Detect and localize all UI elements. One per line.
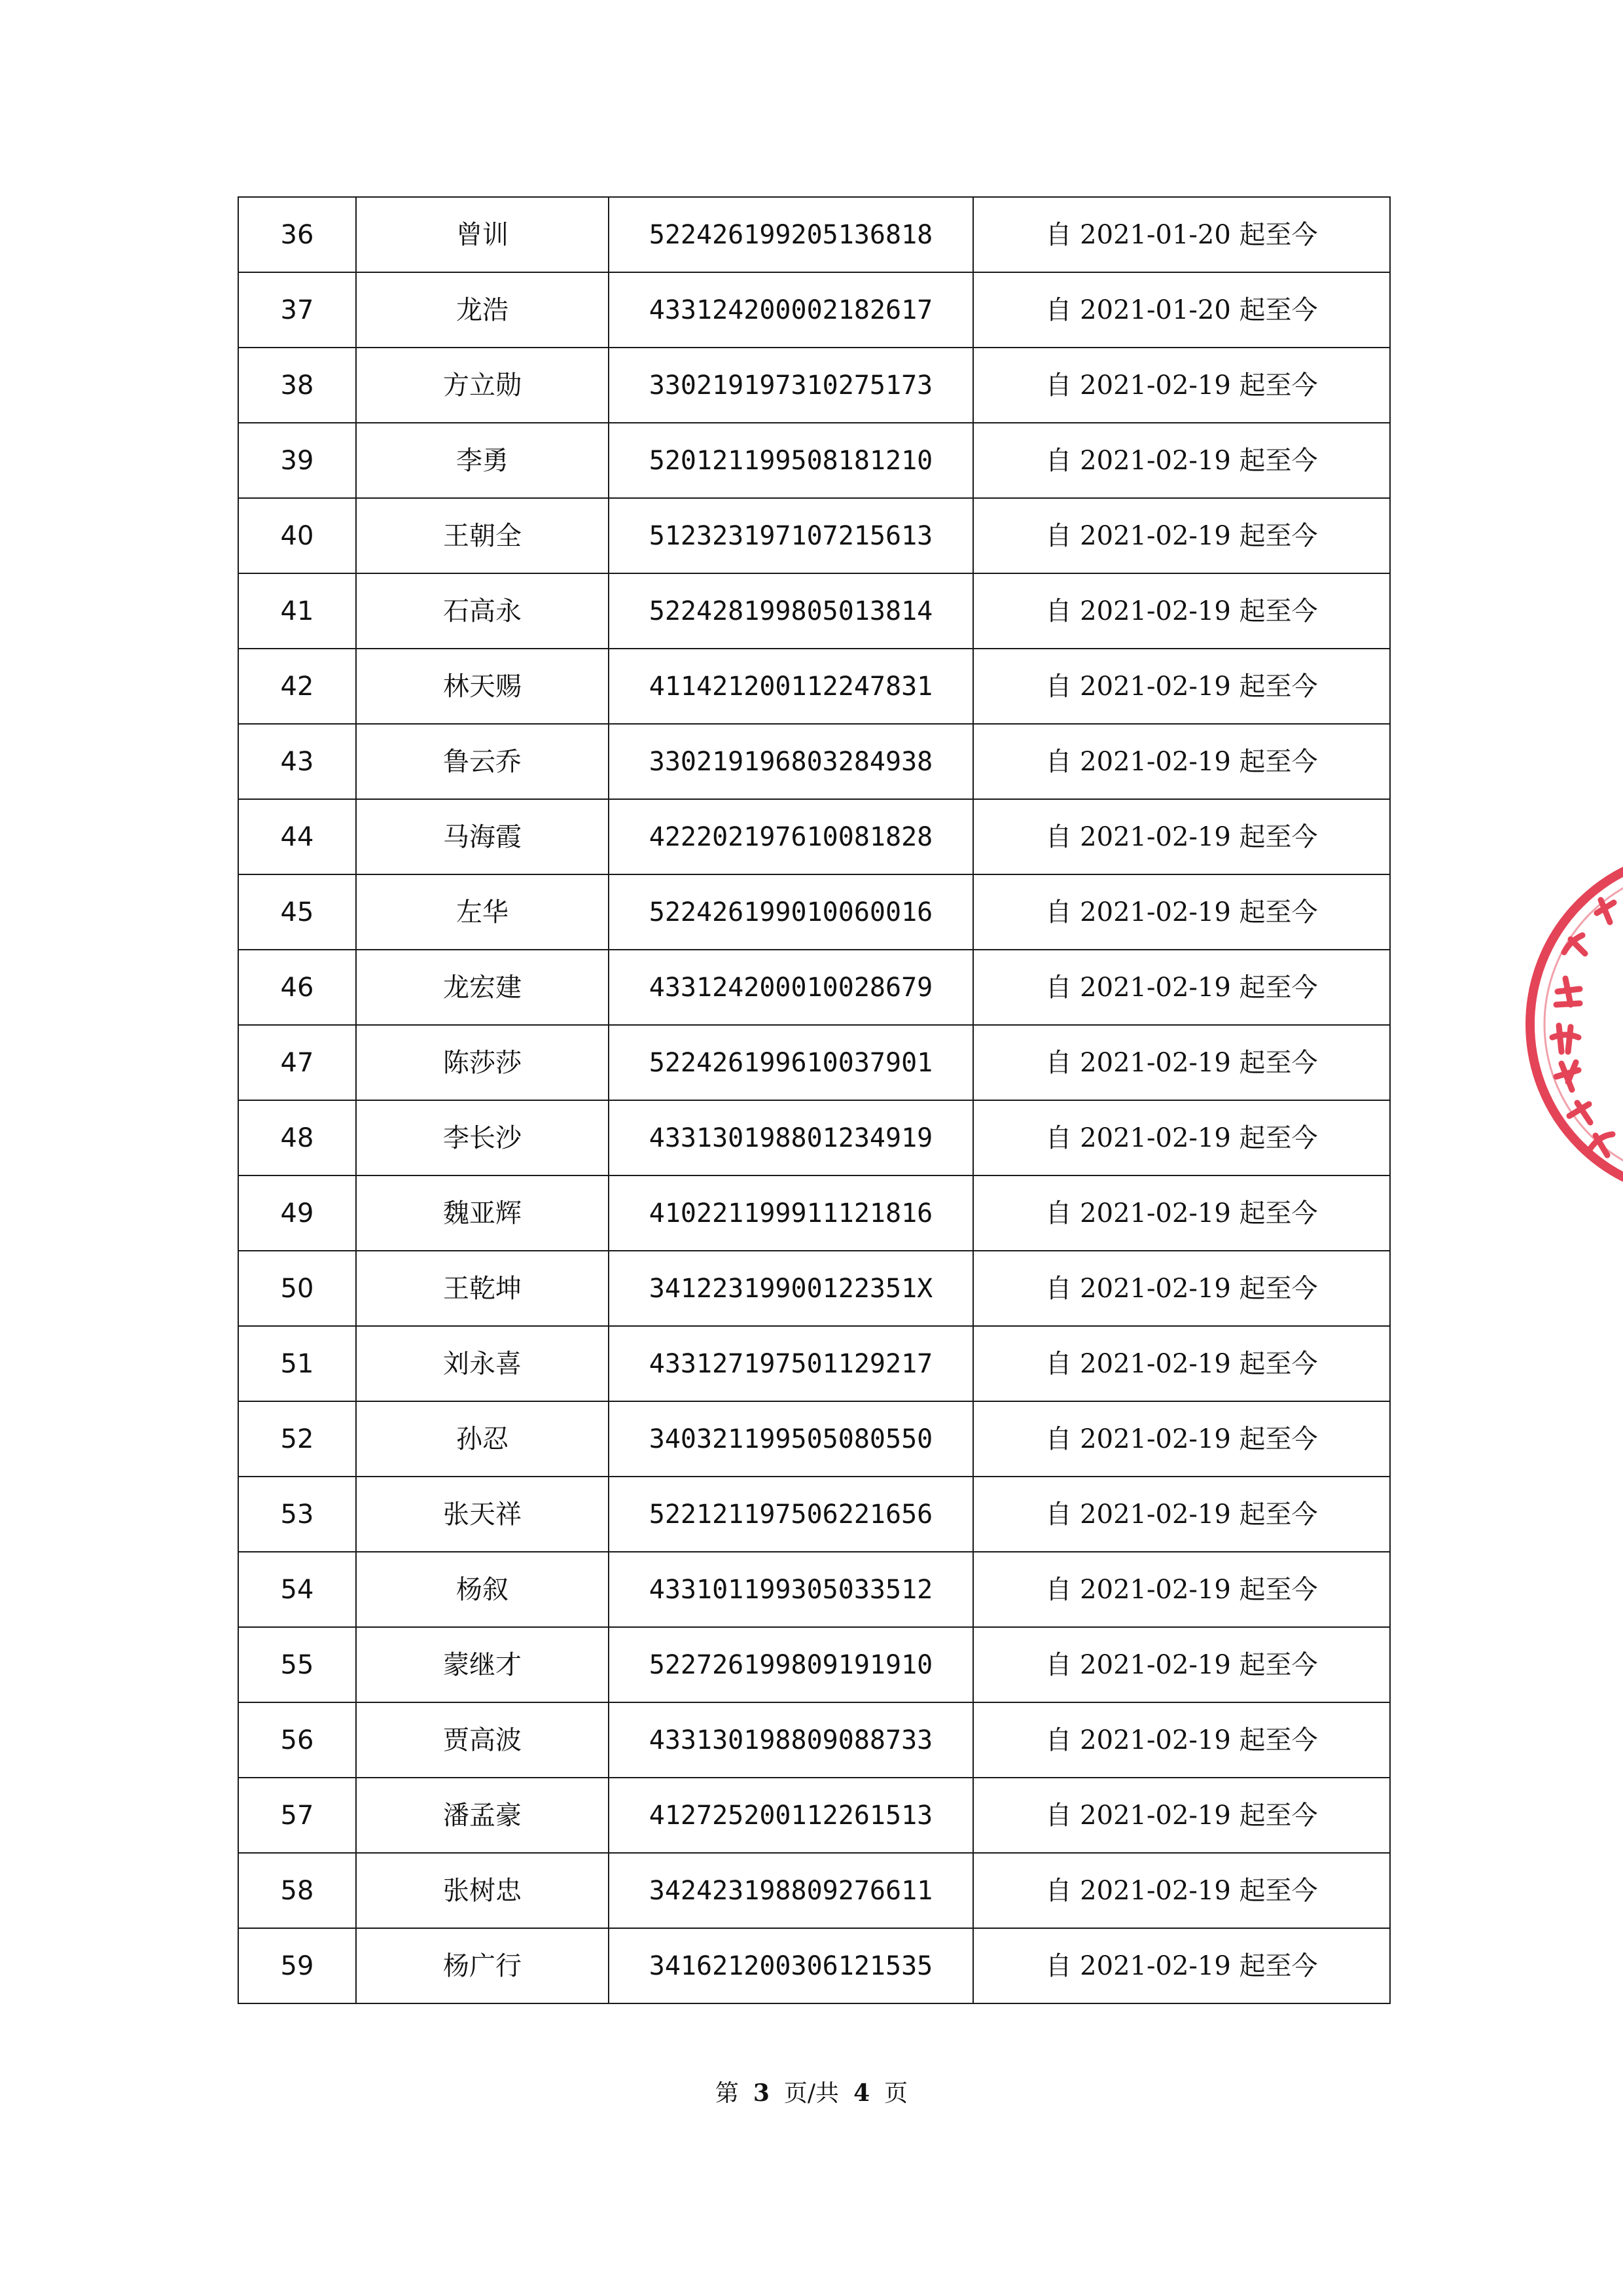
table-row: [238, 1326, 1390, 1401]
row-number-cell: 51: [238, 1326, 356, 1401]
id-number-cell: 433124200010028679: [609, 950, 973, 1025]
employee-name-cell: 左华: [356, 874, 609, 950]
employee-name-cell: 林天赐: [356, 649, 609, 724]
footer-current-page: 3: [753, 2079, 770, 2107]
row-number-cell: 36: [238, 197, 356, 272]
id-number-cell: 411421200112247831: [609, 649, 973, 724]
employment-period-cell: 自 2021-02-19 起至今: [973, 423, 1390, 498]
employment-period-cell: 自 2021-01-20 起至今: [973, 197, 1390, 272]
table-row: [238, 1175, 1390, 1251]
employee-name-cell: 陈莎莎: [356, 1025, 609, 1100]
employee-name-cell: 杨叙: [356, 1552, 609, 1627]
page-footer: [0, 2075, 1623, 2108]
table-row: [238, 799, 1390, 874]
employee-name-cell: 龙浩: [356, 272, 609, 348]
table-row: [238, 649, 1390, 724]
row-number-cell: 54: [238, 1552, 356, 1627]
id-number-cell: 330219196803284938: [609, 724, 973, 799]
footer-total-pages: 4: [853, 2079, 870, 2107]
table-row: [238, 874, 1390, 950]
table-row: [238, 1100, 1390, 1175]
table-row: [238, 197, 1390, 272]
employee-name-cell: 王朝全: [356, 498, 609, 573]
employee-name-cell: 龙宏建: [356, 950, 609, 1025]
employee-name-cell: 石高永: [356, 573, 609, 649]
table-row: [238, 1552, 1390, 1627]
footer-middle: 页/共: [783, 2080, 840, 2107]
id-number-cell: 522426199010060016: [609, 874, 973, 950]
id-number-cell: 433124200002182617: [609, 272, 973, 348]
employment-period-cell: 自 2021-02-19 起至今: [973, 573, 1390, 649]
table-row: [238, 348, 1390, 423]
table-row: [238, 1401, 1390, 1477]
table-row: [238, 423, 1390, 498]
id-number-cell: 340321199505080550: [609, 1401, 973, 1477]
employment-period-cell: 自 2021-02-19 起至今: [973, 1627, 1390, 1702]
row-number-cell: 58: [238, 1853, 356, 1928]
employee-table-body: [238, 197, 1390, 2003]
table-row: [238, 724, 1390, 799]
id-number-cell: 342423198809276611: [609, 1853, 973, 1928]
id-number-cell: 433130198809088733: [609, 1702, 973, 1778]
id-number-cell: 330219197310275173: [609, 348, 973, 423]
table-row: [238, 1477, 1390, 1552]
row-number-cell: 45: [238, 874, 356, 950]
employment-period-cell: 自 2021-02-19 起至今: [973, 724, 1390, 799]
employment-period-cell: 自 2021-02-19 起至今: [973, 1702, 1390, 1778]
employee-name-cell: 张树忠: [356, 1853, 609, 1928]
id-number-cell: 522121197506221656: [609, 1477, 973, 1552]
employment-period-cell: 自 2021-02-19 起至今: [973, 1477, 1390, 1552]
employee-name-cell: 方立勋: [356, 348, 609, 423]
employment-period-cell: 自 2021-02-19 起至今: [973, 1100, 1390, 1175]
employee-name-cell: 刘永喜: [356, 1326, 609, 1401]
row-number-cell: 48: [238, 1100, 356, 1175]
row-number-cell: 42: [238, 649, 356, 724]
row-number-cell: 38: [238, 348, 356, 423]
row-number-cell: 43: [238, 724, 356, 799]
id-number-cell: 422202197610081828: [609, 799, 973, 874]
row-number-cell: 57: [238, 1778, 356, 1853]
employment-period-cell: 自 2021-02-19 起至今: [973, 1326, 1390, 1401]
company-seal-stamp: [1518, 841, 1623, 1208]
id-number-cell: 34122319900122351X: [609, 1251, 973, 1326]
table-row: [238, 1778, 1390, 1853]
id-number-cell: 412725200112261513: [609, 1778, 973, 1853]
employee-name-cell: 蒙继才: [356, 1627, 609, 1702]
table-row: [238, 1025, 1390, 1100]
employment-period-cell: 自 2021-02-19 起至今: [973, 1251, 1390, 1326]
table-row: [238, 272, 1390, 348]
employee-name-cell: 王乾坤: [356, 1251, 609, 1326]
employment-period-cell: 自 2021-02-19 起至今: [973, 1853, 1390, 1928]
row-number-cell: 52: [238, 1401, 356, 1477]
id-number-cell: 433101199305033512: [609, 1552, 973, 1627]
employee-name-cell: 潘孟豪: [356, 1778, 609, 1853]
footer-prefix: 第: [715, 2080, 739, 2107]
id-number-cell: 341621200306121535: [609, 1928, 973, 2003]
row-number-cell: 46: [238, 950, 356, 1025]
row-number-cell: 50: [238, 1251, 356, 1326]
employee-name-cell: 鲁云乔: [356, 724, 609, 799]
footer-suffix: 页: [884, 2080, 908, 2107]
table-row: [238, 573, 1390, 649]
employee-name-cell: 孙忍: [356, 1401, 609, 1477]
id-number-cell: 433127197501129217: [609, 1326, 973, 1401]
employment-period-cell: 自 2021-02-19 起至今: [973, 1401, 1390, 1477]
table-row: [238, 1853, 1390, 1928]
employment-period-cell: 自 2021-02-19 起至今: [973, 874, 1390, 950]
id-number-cell: 410221199911121816: [609, 1175, 973, 1251]
employment-period-cell: 自 2021-02-19 起至今: [973, 649, 1390, 724]
employee-name-cell: 杨广行: [356, 1928, 609, 2003]
id-number-cell: 522426199205136818: [609, 197, 973, 272]
employment-period-cell: 自 2021-02-19 起至今: [973, 498, 1390, 573]
employment-period-cell: 自 2021-02-19 起至今: [973, 1175, 1390, 1251]
employment-period-cell: 自 2021-02-19 起至今: [973, 799, 1390, 874]
row-number-cell: 44: [238, 799, 356, 874]
table-row: [238, 498, 1390, 573]
employment-period-cell: 自 2021-02-19 起至今: [973, 950, 1390, 1025]
employment-period-cell: 自 2021-01-20 起至今: [973, 272, 1390, 348]
id-number-cell: 522426199610037901: [609, 1025, 973, 1100]
row-number-cell: 47: [238, 1025, 356, 1100]
employee-name-cell: 李长沙: [356, 1100, 609, 1175]
employment-period-cell: 自 2021-02-19 起至今: [973, 348, 1390, 423]
employment-period-cell: 自 2021-02-19 起至今: [973, 1778, 1390, 1853]
employment-period-cell: 自 2021-02-19 起至今: [973, 1025, 1390, 1100]
table-row: [238, 1928, 1390, 2003]
employee-name-cell: 马海霞: [356, 799, 609, 874]
table-row: [238, 1627, 1390, 1702]
row-number-cell: 39: [238, 423, 356, 498]
id-number-cell: 512323197107215613: [609, 498, 973, 573]
table-row: [238, 1702, 1390, 1778]
row-number-cell: 56: [238, 1702, 356, 1778]
row-number-cell: 40: [238, 498, 356, 573]
employee-name-cell: 张天祥: [356, 1477, 609, 1552]
row-number-cell: 59: [238, 1928, 356, 2003]
id-number-cell: 522726199809191910: [609, 1627, 973, 1702]
employee-name-cell: 贾高波: [356, 1702, 609, 1778]
row-number-cell: 55: [238, 1627, 356, 1702]
employee-name-cell: 魏亚辉: [356, 1175, 609, 1251]
employment-period-cell: 自 2021-02-19 起至今: [973, 1552, 1390, 1627]
employee-table: [238, 196, 1391, 2004]
row-number-cell: 53: [238, 1477, 356, 1552]
table-row: [238, 1251, 1390, 1326]
row-number-cell: 49: [238, 1175, 356, 1251]
employee-name-cell: 李勇: [356, 423, 609, 498]
id-number-cell: 522428199805013814: [609, 573, 973, 649]
id-number-cell: 520121199508181210: [609, 423, 973, 498]
row-number-cell: 37: [238, 272, 356, 348]
id-number-cell: 433130198801234919: [609, 1100, 973, 1175]
employment-period-cell: 自 2021-02-19 起至今: [973, 1928, 1390, 2003]
row-number-cell: 41: [238, 573, 356, 649]
table-row: [238, 950, 1390, 1025]
employee-name-cell: 曾训: [356, 197, 609, 272]
